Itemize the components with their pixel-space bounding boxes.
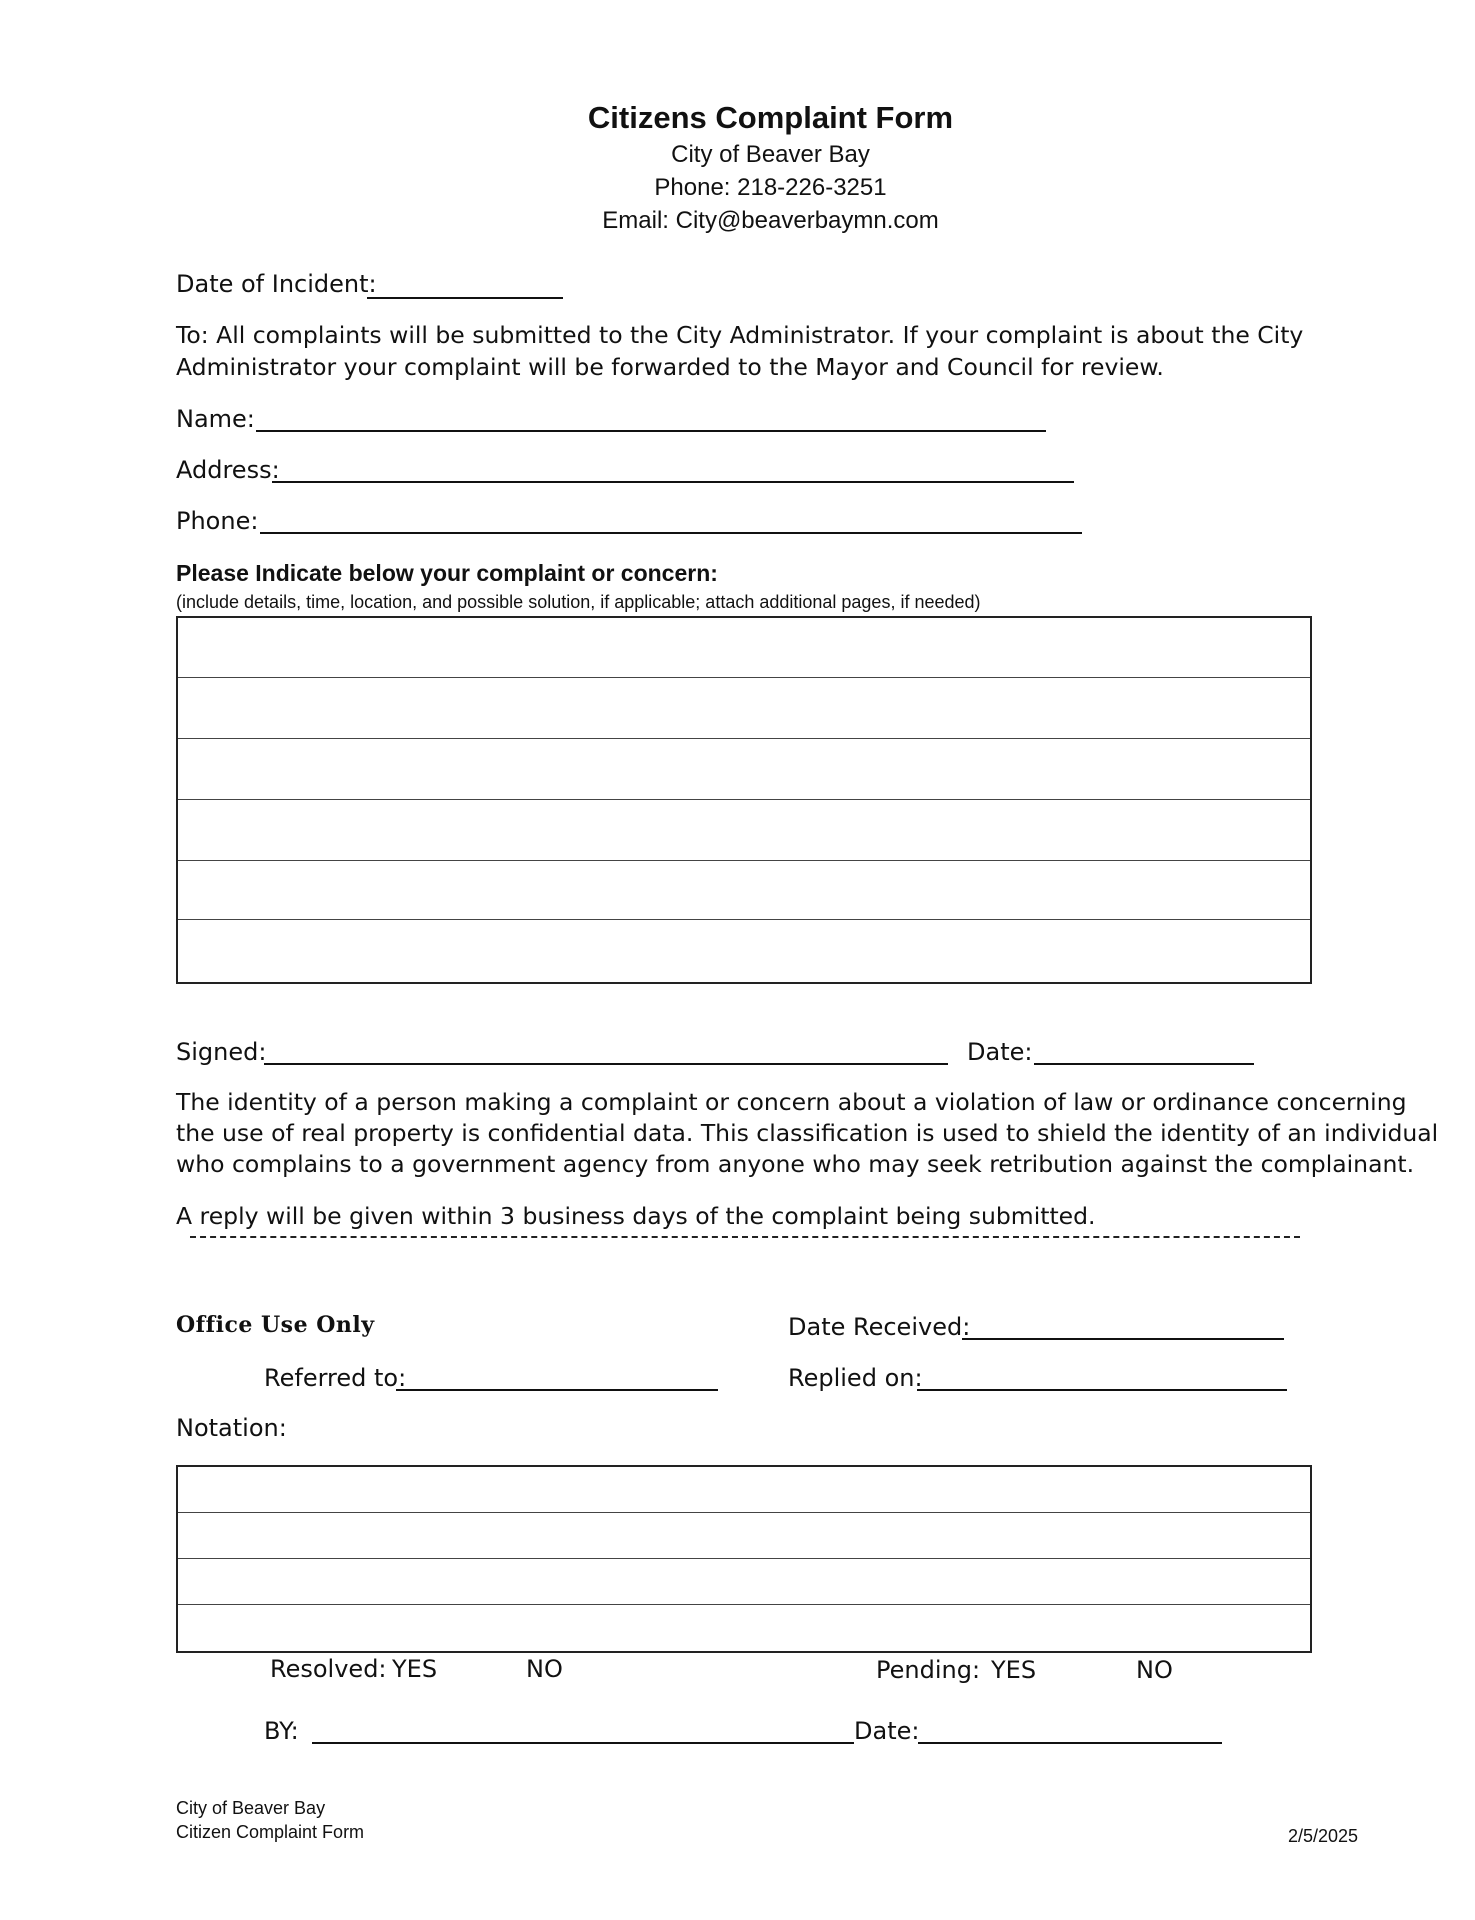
- address-field[interactable]: [272, 481, 1074, 483]
- complaint-row-divider: [178, 919, 1310, 920]
- by-label: BY:: [264, 1717, 299, 1745]
- name-label: Name:: [176, 405, 255, 433]
- footer-date: 2/5/2025: [1288, 1826, 1359, 1846]
- complaint-instructions: (include details, time, location, and possible solution, if applicable; attach additional pages, if needed): [176, 592, 981, 612]
- office-use-heading: Office Use Only: [176, 1312, 375, 1338]
- complaint-row-divider: [178, 738, 1310, 739]
- complaint-row-divider: [178, 799, 1310, 800]
- pending-yes-option[interactable]: YES: [991, 1656, 1037, 1684]
- replied-on-label: Replied on:: [788, 1364, 923, 1392]
- by-date-label: Date:: [854, 1717, 920, 1745]
- confidential-line-1: The identity of a person making a complaint or concern about a violation of law or ordinance concerning: [176, 1088, 1407, 1116]
- name-field[interactable]: [256, 430, 1046, 432]
- date-of-incident-label: Date of Incident:: [176, 270, 377, 298]
- replied-on-field[interactable]: [917, 1389, 1287, 1391]
- org-name: City of Beaver Bay: [671, 141, 870, 168]
- footer-org: City of Beaver Bay: [176, 1798, 326, 1818]
- notation-row-divider: [178, 1512, 1310, 1513]
- complaint-heading: Please Indicate below your complaint or concern:: [176, 560, 718, 586]
- referred-to-label: Referred to:: [264, 1364, 407, 1392]
- footer-form-name: Citizen Complaint Form: [176, 1822, 365, 1842]
- confidential-line-2: the use of real property is confidential data. This classification is used to shield the identity of an individual: [176, 1119, 1439, 1147]
- notation-text-area[interactable]: [176, 1465, 1312, 1653]
- pending-no-option[interactable]: NO: [1136, 1656, 1173, 1684]
- notation-row-divider: [178, 1604, 1310, 1605]
- date-of-incident-field[interactable]: [367, 297, 563, 299]
- date-received-field[interactable]: [962, 1338, 1284, 1340]
- resolved-label: Resolved:: [270, 1655, 387, 1683]
- intro-line-2: Administrator your complaint will be forwarded to the Mayor and Council for review.: [176, 353, 1164, 381]
- notation-label: Notation:: [176, 1414, 287, 1442]
- resolved-yes-option[interactable]: YES: [392, 1655, 438, 1683]
- signature-field[interactable]: [264, 1063, 948, 1065]
- by-date-field[interactable]: [918, 1742, 1222, 1744]
- date-received-label: Date Received:: [788, 1313, 971, 1341]
- reply-notice: A reply will be given within 3 business days of the complaint being submitted.: [176, 1202, 1096, 1230]
- pending-label: Pending:: [876, 1656, 981, 1684]
- by-field[interactable]: [312, 1742, 854, 1744]
- address-label: Address:: [176, 456, 280, 484]
- page-title: Citizens Complaint Form: [587, 100, 954, 135]
- referred-to-field[interactable]: [396, 1389, 718, 1391]
- complaint-row-divider: [178, 860, 1310, 861]
- cut-line-divider: [190, 1236, 1300, 1238]
- signed-date-label: Date:: [967, 1038, 1033, 1066]
- phone-field[interactable]: [260, 532, 1082, 534]
- phone-label: Phone:: [176, 507, 259, 535]
- signed-date-field[interactable]: [1034, 1063, 1254, 1065]
- notation-row-divider: [178, 1558, 1310, 1559]
- org-phone: Phone: 218-226-3251: [654, 174, 887, 201]
- resolved-no-option[interactable]: NO: [526, 1655, 563, 1683]
- complaint-row-divider: [178, 677, 1310, 678]
- confidential-line-3: who complains to a government agency from anyone who may seek retribution against the complainant.: [176, 1150, 1415, 1178]
- signed-label: Signed:: [176, 1038, 267, 1066]
- complaint-text-area[interactable]: [176, 616, 1312, 984]
- intro-line-1: To: All complaints will be submitted to the City Administrator. If your complaint is about the City: [176, 321, 1304, 349]
- org-email: Email: City@beaverbaymn.com: [602, 207, 939, 234]
